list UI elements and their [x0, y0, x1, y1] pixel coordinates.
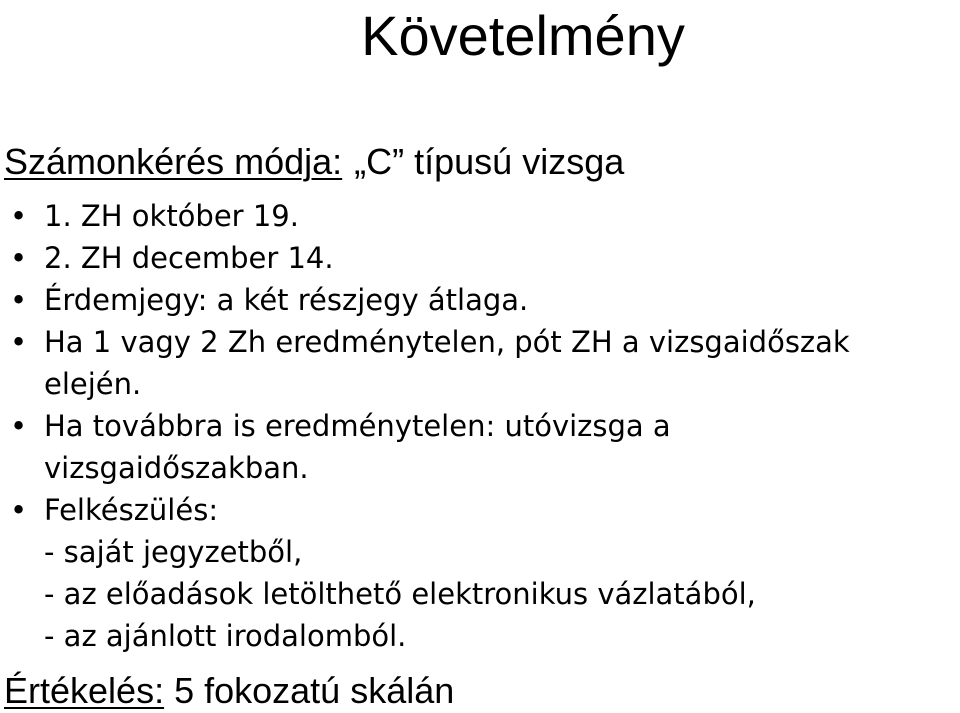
- list-item-text: Érdemjegy: a két részjegy átlaga.: [44, 283, 529, 317]
- bullet-icon: •: [10, 409, 28, 443]
- list-item: [0, 195, 850, 237]
- list-item-text: Ha továbbra is eredménytelen: utóvizsga a: [44, 409, 671, 443]
- list-item-text: Ha 1 vagy 2 Zh eredménytelen, pót ZH a vizsgaidőszak: [44, 325, 850, 359]
- bullet-icon: •: [10, 241, 28, 275]
- slide-title: Követelmény: [361, 4, 685, 67]
- bullet-icon: •: [10, 493, 28, 527]
- exam-method-label: Számonkérés módja:: [4, 141, 343, 182]
- prep-item: - az ajánlott irodalomból.: [44, 619, 407, 653]
- list-item-continuation: elején.: [44, 367, 142, 401]
- bullet-icon: •: [10, 199, 28, 233]
- list-item-text: 2. ZH december 14.: [44, 241, 334, 275]
- list-item: [0, 237, 850, 279]
- requirements-list: [0, 195, 850, 657]
- exam-method-line: [4, 140, 624, 184]
- bullet-icon: •: [10, 325, 28, 359]
- grading-label: Értékelés:: [4, 670, 165, 711]
- grading-line: [4, 669, 454, 713]
- bullet-icon: •: [10, 283, 28, 317]
- list-item-text: 1. ZH október 19.: [44, 199, 299, 233]
- list-item: [0, 321, 850, 405]
- prep-item: - saját jegyzetből,: [44, 535, 303, 569]
- prep-item: - az előadások letölthető elektronikus vázlatából,: [44, 577, 756, 611]
- list-item-text: Felkészülés:: [44, 493, 219, 527]
- list-item: [0, 489, 850, 531]
- list-item: [0, 405, 850, 489]
- exam-method-value: „C” típusú vizsga: [354, 141, 625, 182]
- list-item-continuation: vizsgaidőszakban.: [44, 451, 309, 485]
- list-item: [0, 279, 850, 321]
- grading-value: 5 fokozatú skálán: [174, 670, 455, 711]
